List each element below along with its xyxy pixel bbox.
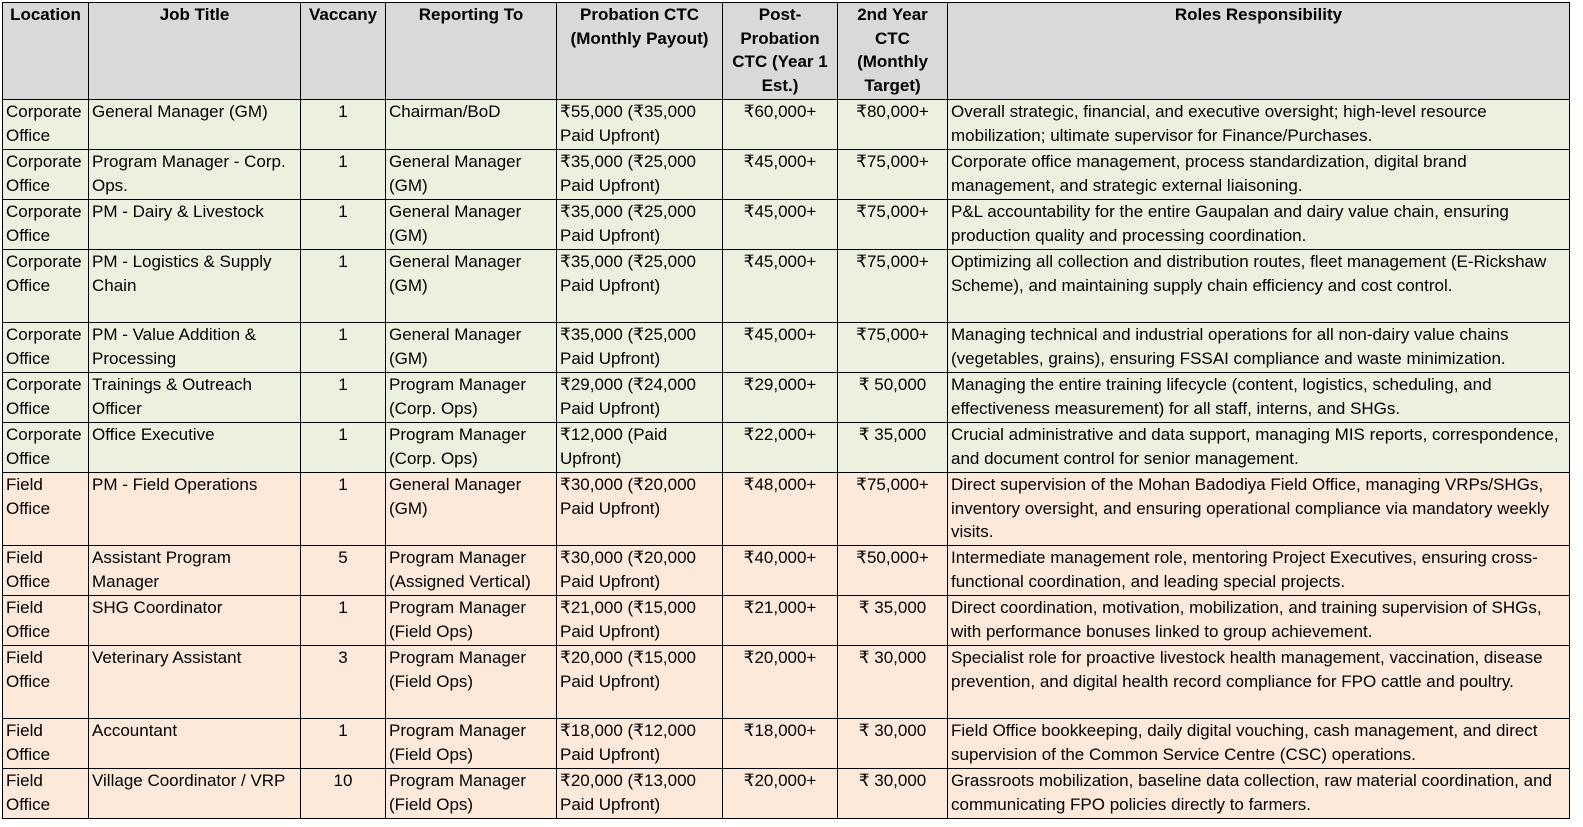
cell-second-year-ctc: ₹ 30,000 [838,769,948,819]
cell-location: Field Office [3,646,89,719]
cell-reporting-to: General Manager (GM) [386,200,557,250]
cell-second-year-ctc: ₹ 30,000 [838,719,948,769]
cell-post-probation-ctc: ₹18,000+ [723,719,838,769]
cell-location: Field Office [3,769,89,819]
cell-probation-ctc: ₹20,000 (₹13,000 Paid Upfront) [557,769,723,819]
cell-probation-ctc: ₹30,000 (₹20,000 Paid Upfront) [557,546,723,596]
cell-roles: Crucial administrative and data support, managing MIS reports, correspondence, and document control for senior management. [948,423,1570,473]
cell-job-title: Trainings & Outreach Officer [89,373,301,423]
cell-roles: Managing technical and industrial operations for all non-dairy value chains (vegetables, grains), ensuring FSSAI compliance and waste minimization. [948,323,1570,373]
cell-roles: Overall strategic, financial, and executive oversight; high-level resource mobilization; ultimate supervisor for Finance/Purchases. [948,100,1570,150]
cell-second-year-ctc: ₹75,000+ [838,473,948,546]
cell-reporting-to: Program Manager (Assigned Vertical) [386,546,557,596]
cell-second-year-ctc: ₹50,000+ [838,546,948,596]
cell-reporting-to: Program Manager (Corp. Ops) [386,423,557,473]
cell-vacancy: 1 [301,719,386,769]
cell-vacancy: 1 [301,150,386,200]
cell-second-year-ctc: ₹75,000+ [838,250,948,323]
cell-vacancy: 1 [301,323,386,373]
cell-vacancy: 10 [301,769,386,819]
cell-reporting-to: Program Manager (Field Ops) [386,596,557,646]
cell-vacancy: 1 [301,200,386,250]
header-second-year-ctc: 2nd Year CTC (Monthly Target) [838,3,948,100]
cell-location: Corporate Office [3,373,89,423]
cell-roles: Managing the entire training lifecycle (content, logistics, scheduling, and effectiveness measurement) for all staff, interns, and SHGs. [948,373,1570,423]
cell-probation-ctc: ₹21,000 (₹15,000 Paid Upfront) [557,596,723,646]
cell-location: Corporate Office [3,250,89,323]
cell-reporting-to: General Manager (GM) [386,150,557,200]
cell-probation-ctc: ₹35,000 (₹25,000 Paid Upfront) [557,150,723,200]
table-row [3,373,1570,423]
cell-second-year-ctc: ₹75,000+ [838,150,948,200]
cell-location: Corporate Office [3,200,89,250]
table-row [3,596,1570,646]
header-row [3,3,1570,100]
cell-roles: Intermediate management role, mentoring Project Executives, ensuring cross-functional coordination, and leading special projects. [948,546,1570,596]
cell-post-probation-ctc: ₹45,000+ [723,200,838,250]
cell-post-probation-ctc: ₹60,000+ [723,100,838,150]
cell-location: Field Office [3,719,89,769]
cell-probation-ctc: ₹12,000 (Paid Upfront) [557,423,723,473]
cell-probation-ctc: ₹35,000 (₹25,000 Paid Upfront) [557,250,723,323]
cell-post-probation-ctc: ₹45,000+ [723,150,838,200]
header-probation-ctc: Probation CTC (Monthly Payout) [557,3,723,100]
cell-job-title: General Manager (GM) [89,100,301,150]
cell-job-title: Village Coordinator / VRP [89,769,301,819]
cell-post-probation-ctc: ₹20,000+ [723,646,838,719]
header-post-probation-ctc: Post-Probation CTC (Year 1 Est.) [723,3,838,100]
header-reporting-to: Reporting To [386,3,557,100]
cell-vacancy: 3 [301,646,386,719]
cell-job-title: Program Manager - Corp. Ops. [89,150,301,200]
cell-probation-ctc: ₹18,000 (₹12,000 Paid Upfront) [557,719,723,769]
cell-post-probation-ctc: ₹22,000+ [723,423,838,473]
table-row [3,100,1570,150]
cell-roles: Corporate office management, process standardization, digital brand management, and strategic external liaisoning. [948,150,1570,200]
cell-probation-ctc: ₹29,000 (₹24,000 Paid Upfront) [557,373,723,423]
cell-reporting-to: Program Manager (Corp. Ops) [386,373,557,423]
cell-reporting-to: Program Manager (Field Ops) [386,646,557,719]
cell-location: Corporate Office [3,150,89,200]
cell-post-probation-ctc: ₹45,000+ [723,250,838,323]
cell-post-probation-ctc: ₹45,000+ [723,323,838,373]
cell-job-title: Accountant [89,719,301,769]
cell-location: Corporate Office [3,100,89,150]
table-row [3,250,1570,323]
cell-reporting-to: Program Manager (Field Ops) [386,769,557,819]
cell-location: Corporate Office [3,423,89,473]
cell-vacancy: 5 [301,546,386,596]
cell-job-title: SHG Coordinator [89,596,301,646]
cell-roles: Grassroots mobilization, baseline data collection, raw material coordination, and communicating FPO policies directly to farmers. [948,769,1570,819]
cell-post-probation-ctc: ₹21,000+ [723,596,838,646]
table-row [3,546,1570,596]
cell-vacancy: 1 [301,250,386,323]
cell-location: Field Office [3,596,89,646]
table-row [3,150,1570,200]
cell-second-year-ctc: ₹ 35,000 [838,423,948,473]
table-row [3,200,1570,250]
table-row [3,423,1570,473]
cell-reporting-to: General Manager (GM) [386,323,557,373]
cell-reporting-to: General Manager (GM) [386,473,557,546]
cell-post-probation-ctc: ₹29,000+ [723,373,838,423]
table-row [3,323,1570,373]
table-row [3,769,1570,819]
cell-job-title: PM - Value Addition & Processing [89,323,301,373]
cell-vacancy: 1 [301,100,386,150]
cell-second-year-ctc: ₹75,000+ [838,200,948,250]
cell-roles: Direct coordination, motivation, mobilization, and training supervision of SHGs, with performance bonuses linked to group achievement. [948,596,1570,646]
cell-vacancy: 1 [301,596,386,646]
cell-roles: P&L accountability for the entire Gaupalan and dairy value chain, ensuring production quality and processing coordination. [948,200,1570,250]
cell-vacancy: 1 [301,373,386,423]
cell-second-year-ctc: ₹75,000+ [838,323,948,373]
job-table [2,2,1570,819]
cell-roles: Optimizing all collection and distribution routes, fleet management (E-Rickshaw Scheme), and maintaining supply chain efficiency and cost control. [948,250,1570,323]
cell-post-probation-ctc: ₹48,000+ [723,473,838,546]
cell-reporting-to: Chairman/BoD [386,100,557,150]
table-row [3,646,1570,719]
cell-job-title: Office Executive [89,423,301,473]
cell-location: Field Office [3,473,89,546]
cell-probation-ctc: ₹35,000 (₹25,000 Paid Upfront) [557,200,723,250]
cell-second-year-ctc: ₹ 50,000 [838,373,948,423]
cell-vacancy: 1 [301,423,386,473]
table-row [3,719,1570,769]
cell-roles: Field Office bookkeeping, daily digital vouching, cash management, and direct supervision of the Common Service Centre (CSC) operations. [948,719,1570,769]
cell-job-title: Assistant Program Manager [89,546,301,596]
cell-location: Corporate Office [3,323,89,373]
cell-job-title: PM - Dairy & Livestock [89,200,301,250]
header-job-title: Job Title [89,3,301,100]
cell-second-year-ctc: ₹ 35,000 [838,596,948,646]
cell-roles: Specialist role for proactive livestock health management, vaccination, disease prevention, and digital health record compliance for FPO cattle and poultry. [948,646,1570,719]
cell-job-title: PM - Logistics & Supply Chain [89,250,301,323]
cell-second-year-ctc: ₹ 30,000 [838,646,948,719]
cell-job-title: Veterinary Assistant [89,646,301,719]
cell-probation-ctc: ₹55,000 (₹35,000 Paid Upfront) [557,100,723,150]
cell-reporting-to: General Manager (GM) [386,250,557,323]
cell-post-probation-ctc: ₹20,000+ [723,769,838,819]
cell-post-probation-ctc: ₹40,000+ [723,546,838,596]
header-location: Location [3,3,89,100]
cell-job-title: PM - Field Operations [89,473,301,546]
cell-probation-ctc: ₹30,000 (₹20,000 Paid Upfront) [557,473,723,546]
cell-vacancy: 1 [301,473,386,546]
cell-roles: Direct supervision of the Mohan Badodiya Field Office, managing VRPs/SHGs, inventory oversight, and ensuring operational compliance via mandatory weekly visits. [948,473,1570,546]
cell-probation-ctc: ₹20,000 (₹15,000 Paid Upfront) [557,646,723,719]
header-roles: Roles Responsibility [948,3,1570,100]
cell-probation-ctc: ₹35,000 (₹25,000 Paid Upfront) [557,323,723,373]
header-vacancy: Vaccany [301,3,386,100]
cell-second-year-ctc: ₹80,000+ [838,100,948,150]
cell-reporting-to: Program Manager (Field Ops) [386,719,557,769]
cell-location: Field Office [3,546,89,596]
table-row [3,473,1570,546]
